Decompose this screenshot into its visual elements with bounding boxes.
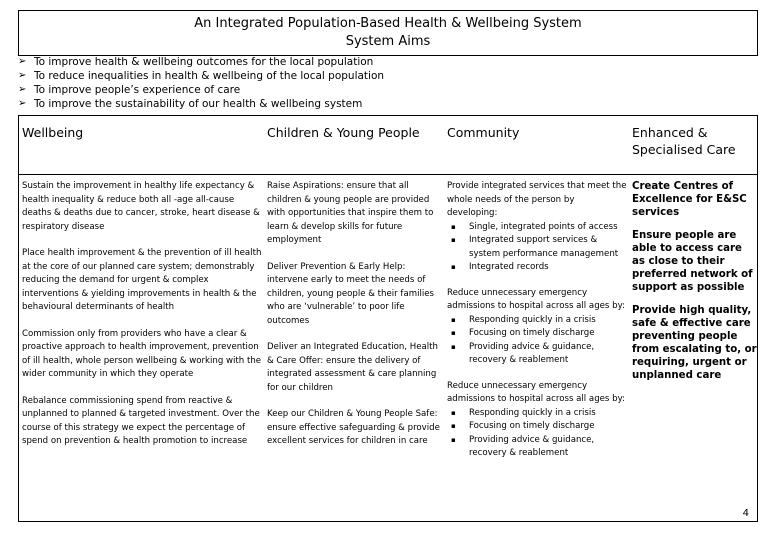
paragraph: Rebalance commissioning spend from reactive & unplanned to planned & targeted investment. Over the course of this strategy we expect the percentage of spend on prevention & health promotion to increase (22, 395, 260, 446)
column-heading: Enhanced & Specialised Care (632, 125, 736, 157)
list-item: ▪ Single, integrated points of access (447, 221, 627, 235)
column-enhanced (629, 116, 759, 521)
column-body (267, 180, 442, 449)
aim-text: To improve the sustainability of our health & wellbeing system (34, 98, 363, 110)
community-block (447, 380, 627, 461)
column-heading: Children & Young People (267, 125, 420, 140)
square-bullet-icon: ▪ (451, 329, 456, 337)
list-item: ▪ Responding quickly in a crisis (447, 314, 627, 328)
arrow-bullet-icon: ➢ (18, 56, 27, 67)
paragraph: Ensure people are able to access care as close to their preferred network of support as possible (632, 230, 753, 293)
block-intro: Reduce unnecessary emergency admissions to hospital across all ages by: (447, 380, 625, 404)
aim-text: To reduce inequalities in health & wellbeing of the local population (34, 70, 385, 82)
column-heading: Community (447, 125, 520, 140)
block-intro: Reduce unnecessary emergency admissions to hospital across all ages by: (447, 287, 625, 311)
page-subtitle: System Aims (345, 34, 431, 49)
aim-item (18, 55, 758, 69)
list-item: ▪ Integrated support services & system performance management (447, 234, 627, 261)
column-community (444, 116, 629, 521)
aim-text: To improve people’s experience of care (34, 84, 241, 96)
paragraph: Commission only from providers who have a clear & proactive approach to health improvement, prevention of ill health, whole person wellbeing & working with the wider community in which they operate (22, 328, 262, 379)
paragraph: Place health improvement & the prevention of ill health at the core of our planned care system; demonstrably reducing the demand for urgent & complex interventions & yielding improvements in health & the behavioural determinants of health (22, 248, 262, 312)
list-item: ▪ Providing advice & guidance, recovery & reablement (447, 434, 627, 461)
column-children (264, 116, 444, 521)
square-bullet-icon: ▪ (451, 422, 456, 430)
column-wellbeing (19, 116, 264, 521)
square-bullet-icon: ▪ (451, 236, 456, 244)
community-block (447, 180, 627, 275)
list-item: ▪ Integrated records (447, 261, 627, 275)
page-title: An Integrated Population-Based Health & Wellbeing System (194, 16, 582, 31)
page-number: 4 (742, 508, 749, 519)
aim-item (18, 83, 758, 97)
list-item: ▪ Focusing on timely discharge (447, 420, 627, 434)
column-body (22, 180, 262, 449)
paragraph: Create Centres of Excellence for E&SC services (632, 181, 747, 218)
list-item: ▪ Focusing on timely discharge (447, 327, 627, 341)
square-bullet-icon: ▪ (451, 342, 456, 351)
paragraph: Sustain the improvement in healthy life expectancy & health inequality & reduce both all -age all-cause deaths & deaths due to cancer, stroke, heart disease & respiratory disease (22, 181, 260, 232)
paragraph: Raise Aspirations: ensure that all children & young people are provided with opportunities that inspire them to learn & develop skills for future employment (267, 181, 434, 245)
paragraph: Deliver an Integrated Education, Health & Care Offer: ensure the delivery of integrated assessment & care planning for our children (267, 342, 438, 393)
column-heading: Wellbeing (22, 125, 84, 140)
square-bullet-icon: ▪ (451, 222, 456, 231)
arrow-bullet-icon: ➢ (18, 70, 27, 81)
column-body (447, 180, 627, 461)
aim-item (18, 97, 758, 111)
block-intro: Provide integrated services that meet the whole needs of the person by developing: (447, 181, 627, 218)
arrow-bullet-icon: ➢ (18, 84, 27, 95)
aims-grid (18, 115, 758, 522)
paragraph: Deliver Prevention & Early Help: intervene early to meet the needs of children, young people & their families who are ‘vulnerable’ to poor life outcomes (267, 261, 435, 326)
aims-list (18, 55, 758, 111)
square-bullet-icon: ▪ (451, 435, 456, 444)
arrow-bullet-icon: ➢ (18, 98, 27, 109)
list-item: ▪ Providing advice & guidance, recovery & reablement (447, 341, 627, 368)
aim-item (18, 69, 758, 83)
paragraph: Provide high quality, safe & effective care preventing people from escalating to, or requiring, urgent or unplanned care (632, 305, 757, 381)
list-item: ▪ Responding quickly in a crisis (447, 407, 627, 421)
aim-text: To improve health & wellbeing outcomes for the local population (34, 56, 374, 68)
square-bullet-icon: ▪ (451, 315, 456, 324)
column-body (632, 180, 757, 382)
paragraph: Keep our Children & Young People Safe: ensure effective safeguarding & provide excellent services for children in care (267, 409, 440, 446)
community-block (447, 287, 627, 368)
square-bullet-icon: ▪ (451, 263, 456, 271)
square-bullet-icon: ▪ (451, 408, 456, 417)
title-box (18, 10, 758, 56)
